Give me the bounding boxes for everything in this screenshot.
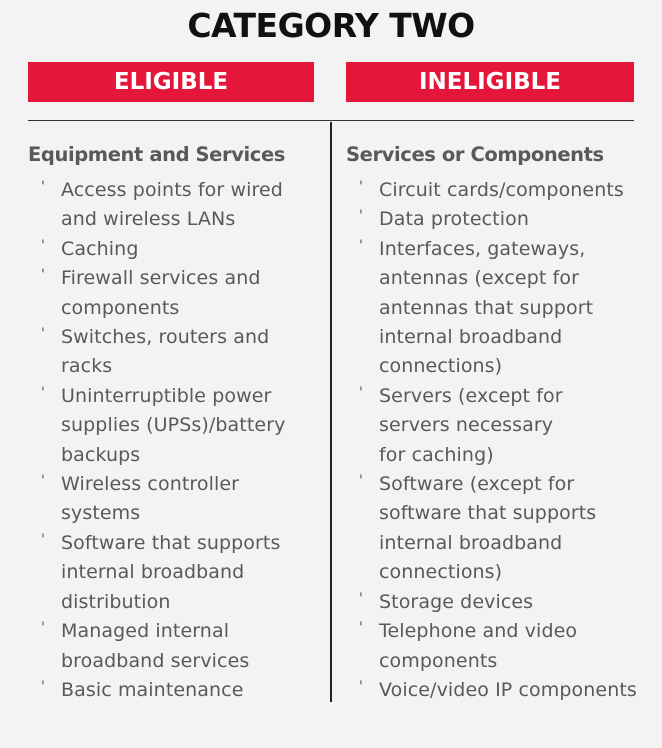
list-item-text: Access points for wired and wireless LANs bbox=[61, 179, 283, 231]
list-item bbox=[346, 617, 646, 676]
list-item bbox=[346, 588, 646, 617]
list-item bbox=[28, 470, 320, 529]
list-item bbox=[346, 382, 646, 470]
bullet-icon: ' bbox=[359, 208, 363, 225]
vertical-divider bbox=[330, 122, 332, 702]
list-item-text: Firewall services and components bbox=[61, 267, 261, 319]
bullet-icon: ' bbox=[41, 678, 45, 695]
list-item bbox=[28, 529, 320, 617]
list-item bbox=[28, 323, 320, 382]
ineligible-list bbox=[346, 176, 646, 705]
list-item-text: Caching bbox=[61, 237, 139, 260]
list-item bbox=[28, 676, 320, 705]
list-item-text: Switches, routers and racks bbox=[61, 326, 270, 378]
list-item-text: Telephone and video components bbox=[379, 620, 578, 672]
bullet-icon: ' bbox=[359, 590, 363, 607]
bullet-icon: ' bbox=[359, 473, 363, 490]
bullet-icon: ' bbox=[359, 678, 363, 695]
list-item bbox=[346, 176, 646, 205]
ineligible-header: INELIGIBLE bbox=[346, 62, 634, 102]
bullet-icon: ' bbox=[359, 620, 363, 637]
bullet-icon: ' bbox=[41, 267, 45, 284]
list-item-text: Storage devices bbox=[379, 590, 534, 613]
page-title: CATEGORY TWO bbox=[187, 6, 475, 45]
list-item-text: Wireless controller systems bbox=[61, 473, 240, 525]
bullet-icon: ' bbox=[359, 237, 363, 254]
list-item-text: Uninterruptible power supplies (UPSs)/battery backups bbox=[61, 384, 286, 466]
list-item bbox=[346, 676, 646, 705]
ineligible-subhead: Services or Components bbox=[346, 143, 604, 166]
list-item bbox=[28, 617, 320, 676]
list-item-text: Servers (except for servers necessary for caching) bbox=[379, 384, 563, 466]
list-item-text: Circuit cards/components bbox=[379, 179, 624, 201]
bullet-icon: ' bbox=[41, 620, 45, 637]
list-item bbox=[28, 382, 320, 470]
bullet-icon: ' bbox=[41, 531, 45, 548]
bullet-icon: ' bbox=[41, 326, 45, 343]
list-item-text: Software (except for software that supports internal broadband connections) bbox=[379, 473, 597, 584]
list-item-text: Software that supports internal broadband distribution bbox=[61, 531, 281, 613]
ineligible-column bbox=[346, 140, 646, 705]
list-item bbox=[346, 470, 646, 588]
list-item bbox=[28, 264, 320, 323]
list-item-text: Interfaces, gateways, antennas (except for antennas that support internal broadband connections) bbox=[379, 237, 594, 378]
list-item-text: Managed internal broadband services bbox=[61, 620, 250, 672]
eligible-header: ELIGIBLE bbox=[28, 62, 314, 102]
eligible-column bbox=[28, 140, 320, 705]
list-item bbox=[28, 235, 320, 264]
bullet-icon: ' bbox=[359, 179, 363, 195]
bullet-icon: ' bbox=[41, 179, 45, 195]
eligible-list bbox=[28, 176, 320, 705]
horizontal-divider bbox=[28, 120, 634, 121]
bullet-icon: ' bbox=[41, 237, 45, 254]
bullet-icon: ' bbox=[41, 473, 45, 490]
list-item-text: Basic maintenance bbox=[61, 678, 244, 701]
eligible-subhead: Equipment and Services bbox=[28, 143, 286, 166]
list-item-text: Voice/video IP components bbox=[379, 678, 637, 701]
list-item-text: Data protection bbox=[379, 208, 529, 231]
list-item bbox=[28, 176, 320, 235]
bullet-icon: ' bbox=[41, 384, 45, 401]
list-item bbox=[346, 205, 646, 234]
bullet-icon: ' bbox=[359, 384, 363, 401]
list-item bbox=[346, 235, 646, 382]
